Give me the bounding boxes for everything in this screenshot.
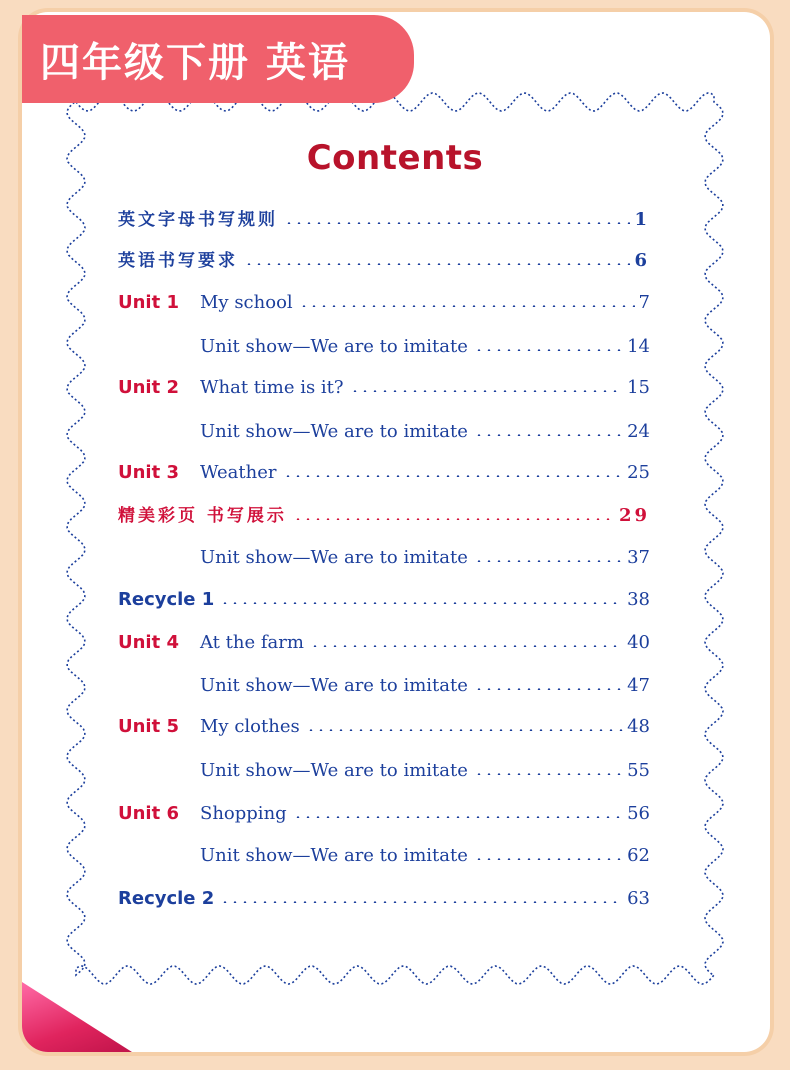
leader-dots — [306, 729, 623, 731]
toc-entry-color-pages[interactable] — [118, 496, 650, 526]
leader-dots — [244, 263, 630, 265]
entry-title: Unit show—We are to imitate — [200, 675, 468, 696]
entry-title: Shopping — [200, 803, 287, 824]
toc-entry-letter-rules[interactable] — [118, 200, 650, 230]
entry-title: 英文字母书写规则 — [118, 210, 278, 230]
page-title: Contents — [306, 138, 484, 178]
page-number: 6 — [634, 250, 650, 271]
page-number: 40 — [627, 632, 650, 653]
leader-dots — [220, 901, 623, 903]
unit-label: Unit 2 — [118, 377, 179, 398]
toc-entry-unit-show-3[interactable] — [200, 538, 650, 568]
leader-dots — [474, 434, 623, 436]
entry-title: At the farm — [200, 632, 304, 653]
entry-title: 英语书写要求 — [118, 251, 238, 271]
toc-entry-unit-4[interactable] — [118, 623, 650, 653]
entry-title: What time is it? — [200, 377, 344, 398]
entry-title: Unit show—We are to imitate — [200, 547, 468, 568]
banner-text: 四年级下册 英语 — [40, 39, 350, 86]
entry-title: Unit show—We are to imitate — [200, 421, 468, 442]
leader-dots — [474, 773, 623, 775]
page-number: 56 — [627, 803, 650, 824]
page-number: 1 — [634, 209, 650, 230]
toc-entry-recycle-2[interactable] — [118, 879, 650, 909]
recycle-label: Recycle 2 — [118, 888, 215, 909]
toc-entry-writing-requirements[interactable] — [118, 241, 650, 271]
toc-entry-unit-1[interactable] — [118, 283, 650, 313]
page-number: 37 — [627, 547, 650, 568]
page-number: 29 — [618, 505, 650, 526]
entry-title: Weather — [200, 462, 277, 483]
entry-title: My clothes — [200, 716, 300, 737]
grade-banner — [22, 15, 414, 103]
unit-label: Unit 4 — [118, 632, 179, 653]
page-number: 63 — [627, 888, 650, 909]
page-number: 55 — [627, 760, 650, 781]
leader-dots — [220, 602, 623, 604]
leader-dots — [310, 645, 623, 647]
entry-title: Unit show—We are to imitate — [200, 760, 468, 781]
unit-label: Unit 3 — [118, 462, 179, 483]
leader-dots — [474, 858, 623, 860]
entry-title: Unit show—We are to imitate — [200, 336, 468, 357]
leader-dots — [350, 390, 624, 392]
toc-entry-unit-show-5[interactable] — [200, 751, 650, 781]
toc-entry-unit-6[interactable] — [118, 794, 650, 824]
entry-title: Unit show—We are to imitate — [200, 845, 468, 866]
page-number: 7 — [638, 292, 650, 313]
leader-dots — [474, 688, 623, 690]
recycle-label: Recycle 1 — [118, 589, 215, 610]
leader-dots — [474, 560, 623, 562]
leader-dots — [283, 475, 624, 477]
toc-entry-unit-3[interactable] — [118, 453, 650, 483]
leader-dots — [293, 816, 623, 818]
leader-dots — [299, 305, 635, 307]
entry-title: My school — [200, 292, 293, 313]
page-number: 24 — [627, 421, 650, 442]
leader-dots — [284, 222, 630, 224]
page-number: 38 — [627, 589, 650, 610]
page-number: 25 — [627, 462, 650, 483]
unit-label: Unit 6 — [118, 803, 179, 824]
unit-label: Unit 5 — [118, 716, 179, 737]
toc-entry-unit-show-1[interactable] — [200, 327, 650, 357]
page-number: 48 — [627, 716, 650, 737]
toc-entry-unit-2[interactable] — [118, 368, 650, 398]
page-number: 14 — [627, 336, 650, 357]
entry-title: 精美彩页 书写展示 — [118, 506, 287, 526]
page-number: 15 — [627, 377, 650, 398]
unit-label: Unit 1 — [118, 292, 179, 313]
leader-dots — [474, 349, 623, 351]
toc-entry-unit-show-4[interactable] — [200, 666, 650, 696]
toc-entry-unit-show-2[interactable] — [200, 412, 650, 442]
toc-entry-recycle-1[interactable] — [118, 580, 650, 610]
leader-dots — [293, 518, 615, 520]
toc-entry-unit-5[interactable] — [118, 707, 650, 737]
toc-entry-unit-show-6[interactable] — [200, 836, 650, 866]
page-number: 47 — [627, 675, 650, 696]
page-number: 62 — [627, 845, 650, 866]
